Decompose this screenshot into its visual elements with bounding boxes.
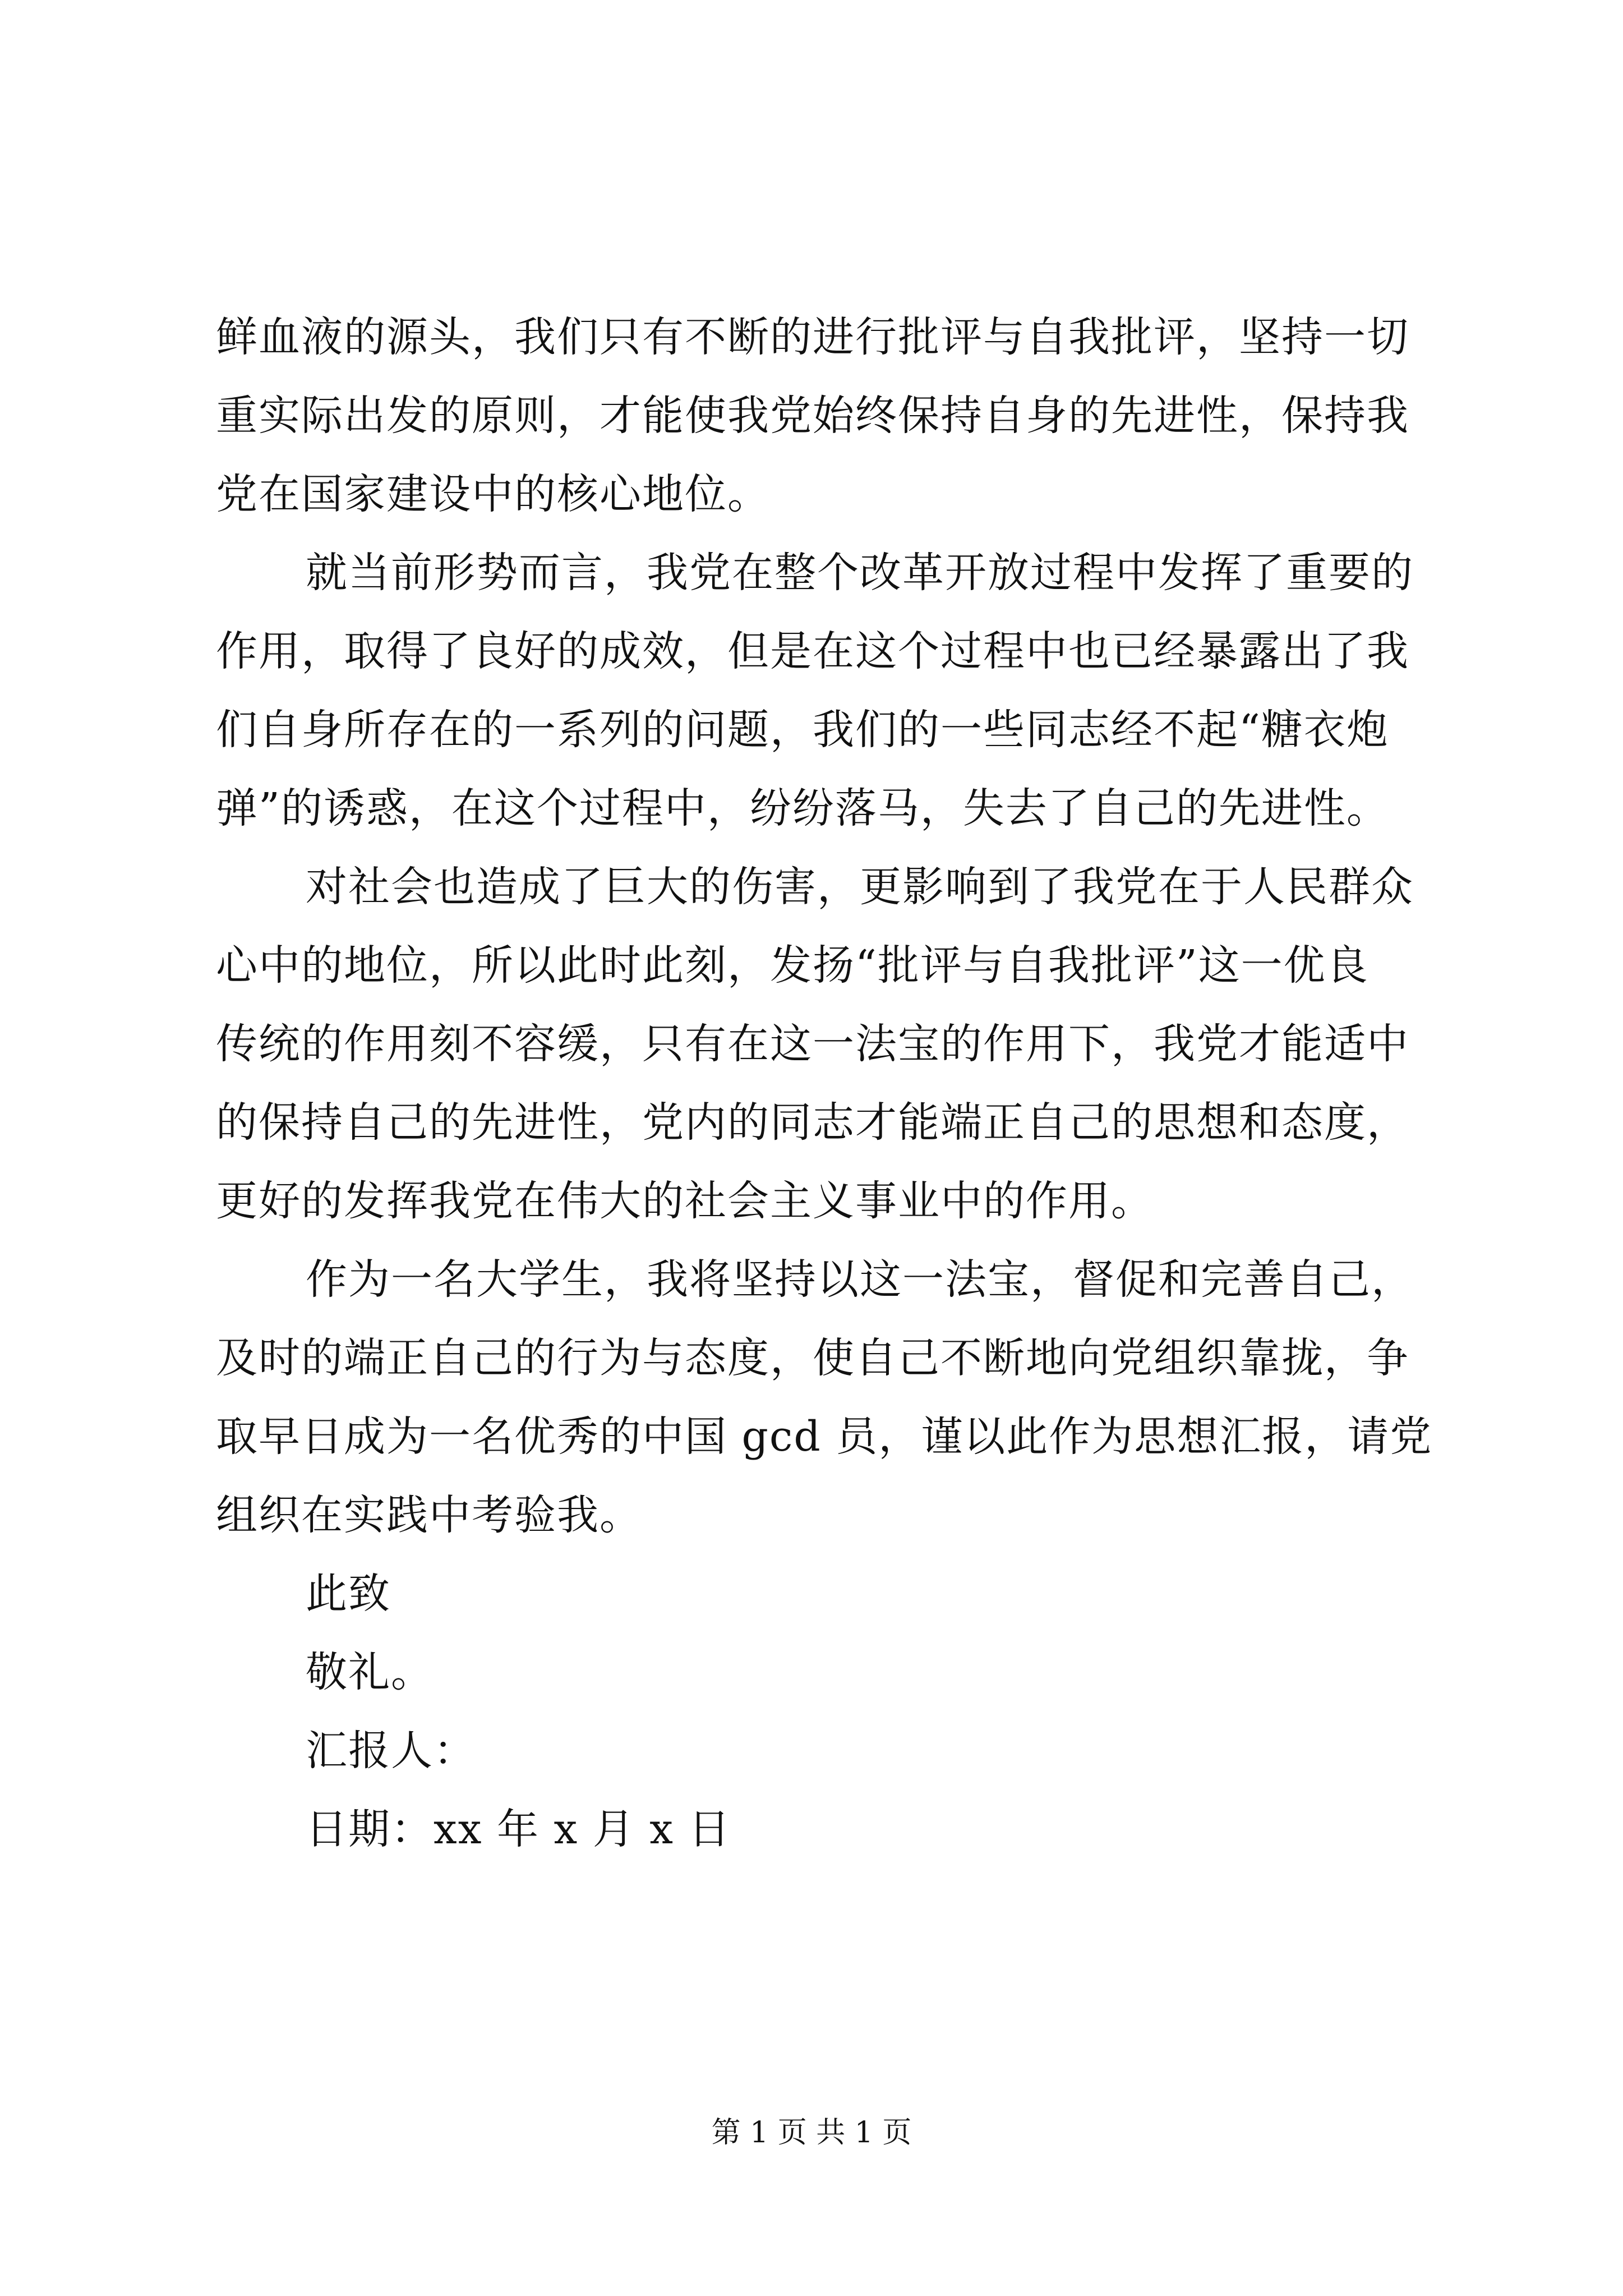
text-line: 更好的发挥我党在伟大的社会主义事业中的作用。 bbox=[216, 1177, 1154, 1225]
text-line: 的保持自己的先进性，党内的同志才能端正自己的思想和态度， bbox=[216, 1098, 1409, 1147]
paragraph-first-line: 对社会也造成了巨大的伤害，更影响到了我党在于人民群众 bbox=[306, 863, 1414, 911]
text-line: 心中的地位，所以此时此刻，发扬“批评与自我批评”这一优良 bbox=[216, 941, 1369, 990]
text-line: 鲜血液的源头，我们只有不断的进行批评与自我批评，坚持一切 bbox=[216, 313, 1409, 361]
text-line: 取早日成为一名优秀的中国 gcd 员，谨以此作为思想汇报，请党 bbox=[216, 1412, 1433, 1461]
text-line: 们自身所存在的一系列的问题，我们的一些同志经不起“糖衣炮 bbox=[216, 706, 1389, 754]
text-line: 及时的端正自己的行为与态度，使自己不断地向党组织靠拢，争 bbox=[216, 1334, 1409, 1382]
page-number-footer: 第 1 页 共 1 页 bbox=[711, 2116, 912, 2150]
closing-regards: 敬礼。 bbox=[306, 1648, 434, 1696]
text-line: 作用，取得了良好的成效，但是在这个过程中也已经暴露出了我 bbox=[216, 627, 1409, 675]
text-line: 重实际出发的原则，才能使我党始终保持自身的先进性，保持我 bbox=[216, 392, 1409, 440]
text-line: 弹”的诱惑，在这个过程中，纷纷落马，失去了自己的先进性。 bbox=[216, 784, 1389, 832]
text-line: 传统的作用刻不容缓，只有在这一法宝的作用下，我党才能适中 bbox=[216, 1020, 1409, 1068]
text-line: 组织在实践中考验我。 bbox=[216, 1491, 642, 1539]
paragraph-first-line: 就当前形势而言，我党在整个改革开放过程中发挥了重要的 bbox=[306, 549, 1414, 597]
paragraph-first-line: 作为一名大学生，我将坚持以这一法宝，督促和完善自己， bbox=[306, 1255, 1414, 1304]
text-line: 党在国家建设中的核心地位。 bbox=[216, 470, 770, 518]
reporter-label: 汇报人： bbox=[306, 1727, 476, 1775]
date-line: 日期：xx 年 x 月 x 日 bbox=[306, 1805, 731, 1853]
closing-salutation: 此致 bbox=[306, 1570, 391, 1618]
